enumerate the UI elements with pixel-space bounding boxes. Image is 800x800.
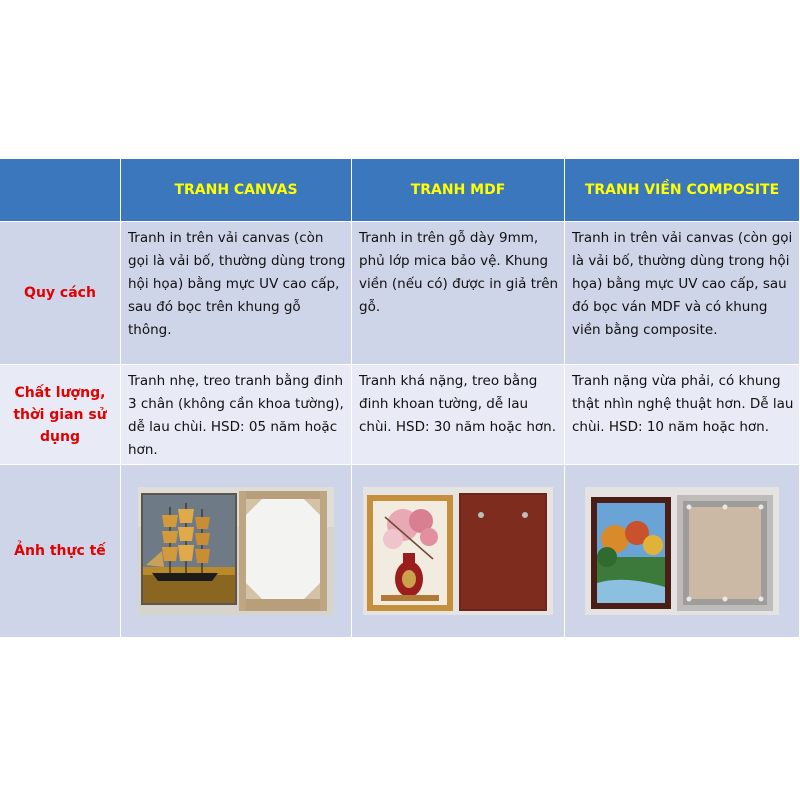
header-row: [0, 159, 800, 222]
row-quality: [0, 365, 800, 465]
row-specification: [0, 222, 800, 365]
header-mdf: TRANH MDF: [352, 159, 565, 222]
spec-canvas: Tranh in trên vải canvas (còn gọi là vải bố, thường dùng trong hội họa) bằng mực UV cao cấp, sau đó bọc trên khung gỗ thông.: [121, 222, 352, 365]
row-label-photos: Ảnh thực tế: [0, 465, 121, 638]
spec-composite: Tranh in trên vải canvas (còn gọi là vải bố, thường dùng trong hội họa) bằng mực UV cao cấp, sau đó bọc ván MDF và có khung viền bằng composite.: [565, 222, 800, 365]
canvas-photo: [138, 487, 334, 615]
composite-photo-cell: [565, 465, 800, 638]
row-photos: [0, 465, 800, 638]
mdf-photo: [363, 487, 553, 615]
header-canvas: TRANH CANVAS: [121, 159, 352, 222]
header-composite: TRANH VIỀN COMPOSITE: [565, 159, 800, 222]
canvas-photo-cell: [121, 465, 352, 638]
header-empty-cell: [0, 159, 121, 222]
row-label-quality: Chất lượng, thời gian sử dụng: [0, 365, 121, 465]
spec-mdf: Tranh in trên gỗ dày 9mm, phủ lớp mica bảo vệ. Khung viền (nếu có) được in giả trên gỗ.: [352, 222, 565, 365]
composite-photo: [585, 487, 779, 615]
quality-canvas: Tranh nhẹ, treo tranh bằng đinh 3 chân (không cần khoa tường), dễ lau chùi. HSD: 05 năm hoặc hơn.: [121, 365, 352, 465]
row-label-specification: Quy cách: [0, 222, 121, 365]
quality-composite: Tranh nặng vừa phải, có khung thật nhìn nghệ thuật hơn. Dễ lau chùi. HSD: 10 năm hoặc hơn.: [565, 365, 800, 465]
quality-mdf: Tranh khá nặng, treo bằng đinh khoan tường, dễ lau chùi. HSD: 30 năm hoặc hơn.: [352, 365, 565, 465]
mdf-photo-cell: [352, 465, 565, 638]
